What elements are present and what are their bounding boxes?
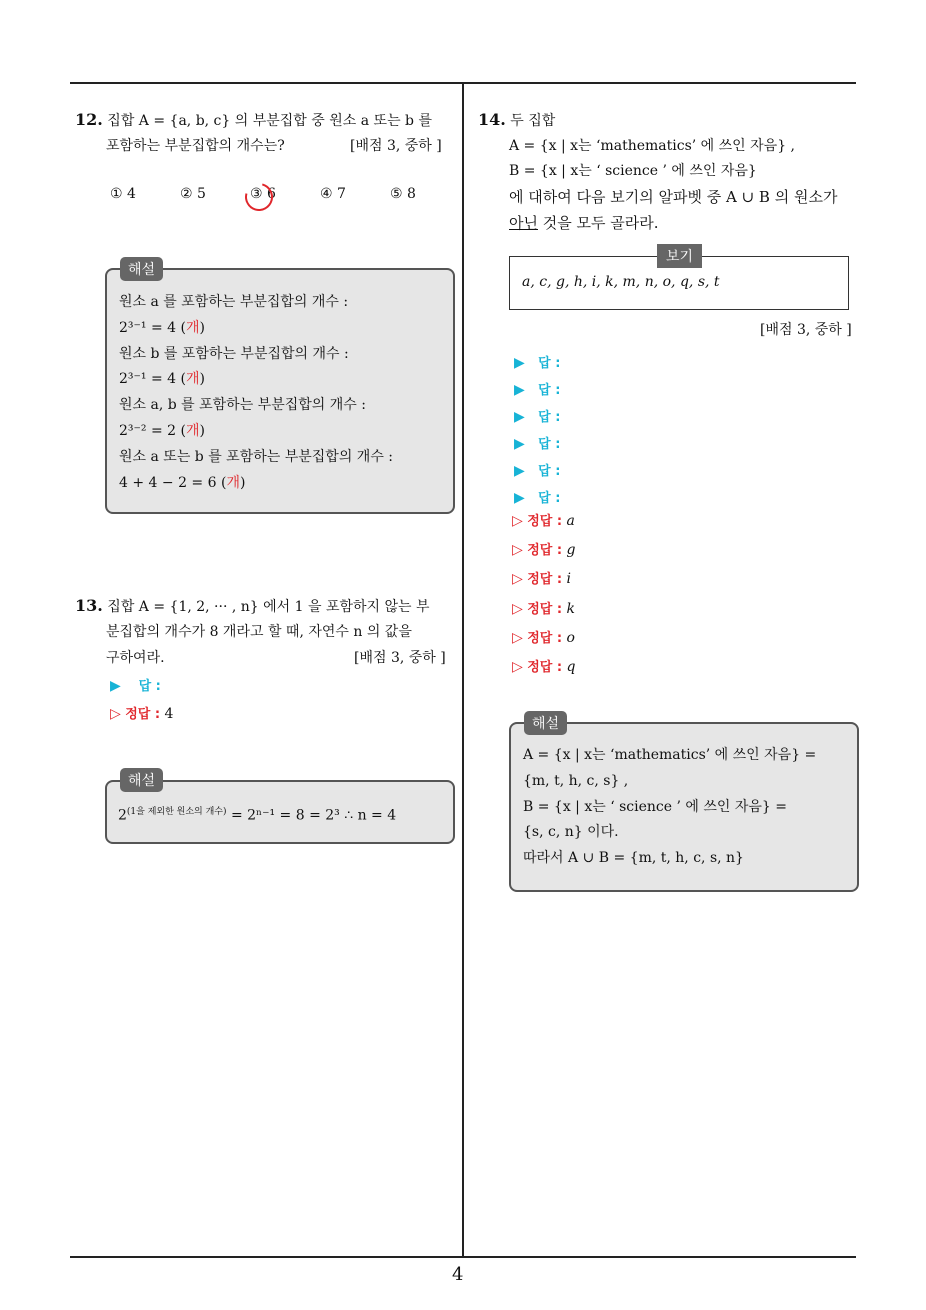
q14-expl-line: {m, t, h, c, s} , — [523, 772, 629, 789]
q14-answer-row[interactable]: ▶ 답 : — [514, 463, 561, 479]
q14-answer-row[interactable]: ▶ 답 : — [514, 355, 561, 371]
q13-correct-row — [110, 704, 173, 725]
correct-arrow-icon: ▷ — [512, 542, 523, 559]
q14-meta: [배점 3, 중하 ] — [760, 322, 852, 338]
q13-text-3: 구하여라. — [106, 650, 165, 666]
bottom-rule — [70, 1256, 856, 1258]
correct-arrow-icon: ▷ — [512, 629, 523, 646]
q14-explanation-tag: 해설 — [524, 711, 567, 735]
answer-arrow-icon: ▶ — [514, 409, 525, 425]
answer-arrow-icon: ▶ — [514, 436, 525, 452]
correct-arrow-icon: ▷ — [512, 571, 523, 588]
q14-correct-row: ▷ 정답 : i — [512, 571, 572, 588]
q14-text-4: 아닌 것을 모두 골라라. — [509, 214, 659, 232]
correct-arrow-icon: ▷ — [512, 600, 523, 617]
q14-correct-row: ▷ 정답 : q — [512, 659, 576, 676]
answer-arrow-icon: ▶ — [110, 678, 121, 694]
q12-choice-5[interactable]: ⑤ 8 — [390, 186, 416, 202]
q12-expl-line: 원소 a 를 포함하는 부분집합의 개수 : — [119, 294, 349, 310]
q12-line1 — [75, 110, 432, 131]
q12-expl-line: 2³⁻¹ = 4 (개) — [119, 319, 205, 336]
q14-bogi-tag: 보기 — [657, 244, 702, 268]
q14-set-a: A = {x | x는 ‘mathematics’ 에 쓰인 자음} , — [509, 138, 796, 154]
q14-correct-row: ▷ 정답 : a — [512, 513, 575, 529]
answer-arrow-icon: ▶ — [514, 463, 525, 479]
q12-text-2: 포함하는 부분집합의 개수는? — [106, 138, 285, 154]
q13-answer-row[interactable] — [110, 676, 161, 697]
answer-arrow-icon: ▶ — [514, 490, 525, 506]
q14-correct-row: ▷ 정답 : g — [512, 542, 576, 559]
q13-line1 — [75, 596, 430, 617]
q14-answer-rows — [514, 350, 560, 512]
correct-arrow-icon: ▷ — [110, 706, 121, 722]
q12-choice-4[interactable]: ④ 7 — [320, 186, 346, 202]
q12-expl-line: 2³⁻² = 2 (개) — [119, 422, 205, 439]
answer-arrow-icon: ▶ — [514, 355, 525, 371]
q14-title: 두 집합 — [510, 113, 556, 129]
q14-expl-line: {s, c, n} 이다. — [523, 824, 619, 841]
q13-correct-label: 정답 : — [125, 707, 161, 722]
q14-correct-row: ▷ 정답 : o — [512, 629, 575, 646]
q12-choice-2[interactable]: ② 5 — [180, 186, 206, 202]
q13-correct-value: 4 — [164, 706, 174, 722]
q13-number: 13. — [75, 596, 103, 615]
q14-expl-line: B = {x | x는 ‘ science ’ 에 쓰인 자음} = — [523, 798, 787, 815]
q12-text-1: 집합 A = {a, b, c} 의 부분집합 중 원소 a 또는 b 를 — [107, 113, 432, 129]
q12-explanation-text — [119, 290, 393, 496]
q14-text-3: 에 대하여 다음 보기의 알파벳 중 A ∪ B 의 원소가 — [509, 188, 838, 206]
q13-answer-label: 답 : — [138, 679, 161, 694]
q14-correct-row: ▷ 정답 : k — [512, 600, 576, 617]
correct-arrow-icon: ▷ — [512, 659, 523, 676]
q12-expl-line: 원소 a, b 를 포함하는 부분집합의 개수 : — [119, 397, 366, 414]
q14-expl-line: 따라서 A ∪ B = {m, t, h, c, s, n} — [523, 850, 744, 867]
q12-selected-circle-icon — [240, 178, 278, 216]
q12-expl-line: 2³⁻¹ = 4 (개) — [119, 371, 205, 388]
q12-meta: [배점 3, 중하 ] — [350, 138, 442, 154]
column-divider — [462, 82, 464, 1258]
q14-answer-row[interactable]: ▶ 답 : — [514, 409, 561, 425]
q12-expl-line: 4 + 4 − 2 = 6 (개) — [119, 474, 246, 491]
q12-explanation-tag: 해설 — [120, 257, 163, 281]
q14-set-b: B = {x | x는 ‘ science ’ 에 쓰인 자음} — [509, 163, 757, 179]
q14-answer-row[interactable]: ▶ 답 : — [514, 382, 561, 398]
page-number: 4 — [452, 1264, 464, 1285]
q13-explanation-text: $2^{(1을 제외한 원소의 개수)} = 2^{n-1} = 8 = 2^3$ ∴ n = 4 — [118, 807, 397, 824]
q12-number: 12. — [75, 110, 103, 129]
q12-choice-1[interactable]: ① 4 — [110, 186, 136, 202]
q14-answer-row[interactable]: ▶ 답 : — [514, 436, 561, 452]
q13-text-1: 집합 A = {1, 2, ··· , n} 에서 1 을 포함하지 않는 부 — [107, 599, 430, 615]
q12-choice-3[interactable]: ③ 6 — [250, 186, 276, 202]
q14-line1 — [478, 110, 555, 131]
correct-arrow-icon: ▷ — [512, 513, 523, 529]
q14-answer-row[interactable]: ▶ 답 : — [514, 490, 561, 506]
q13-text-2: 분집합의 개수가 8 개라고 할 때, 자연수 n 의 값을 — [106, 624, 412, 640]
q13-explanation-tag: 해설 — [120, 768, 163, 792]
q14-bogi-content: a, c, g, h, i, k, m, n, o, q, s, t — [522, 274, 720, 290]
q12-expl-line: 원소 a 또는 b 를 포함하는 부분집합의 개수 : — [119, 448, 394, 465]
q14-number: 14. — [478, 110, 506, 129]
q14-explanation-text — [523, 743, 845, 872]
q13-meta: [배점 3, 중하 ] — [354, 650, 446, 666]
q14-correct-rows — [512, 507, 576, 682]
q12-expl-line: 원소 b 를 포함하는 부분집합의 개수 : — [119, 345, 349, 362]
q14-expl-line: A = {x | x는 ‘mathematics’ 에 쓰인 자음} = — [523, 747, 817, 763]
answer-arrow-icon: ▶ — [514, 382, 525, 398]
